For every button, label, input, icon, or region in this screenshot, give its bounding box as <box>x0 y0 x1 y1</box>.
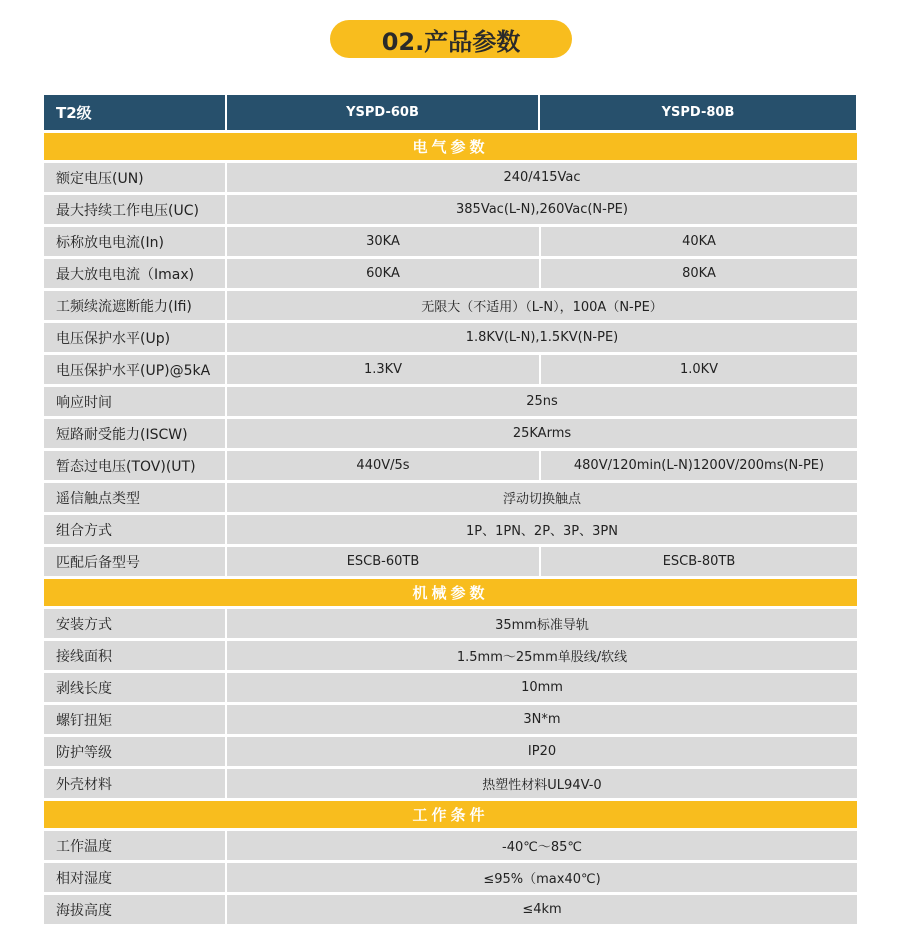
row-label: 剥线长度 <box>44 673 225 702</box>
table-header <box>44 95 857 130</box>
row-value: ≤4km <box>227 895 857 924</box>
spec-table <box>44 95 857 927</box>
table-row <box>44 259 857 288</box>
table-row <box>44 323 857 352</box>
row-value-b: 1.0KV <box>541 355 857 384</box>
section-electrical: 电气参数 <box>44 133 857 160</box>
table-row <box>44 387 857 416</box>
row-label: 接线面积 <box>44 641 225 670</box>
header-label: T2级 <box>44 95 225 130</box>
row-value: 35mm标准导轨 <box>227 609 857 638</box>
row-value-b: ESCB-80TB <box>541 547 857 576</box>
row-value: 1.8KV(L-N),1.5KV(N-PE) <box>227 323 857 352</box>
row-label: 最大放电电流（Imax) <box>44 259 225 288</box>
row-label: 组合方式 <box>44 515 225 544</box>
table-row <box>44 419 857 448</box>
row-value: 1.5mm～25mm单股线/软线 <box>227 641 857 670</box>
row-value: IP20 <box>227 737 857 766</box>
table-row <box>44 547 857 576</box>
row-value: 无限大（不适用）（L-N），100A（N-PE） <box>227 291 857 320</box>
row-label: 电压保护水平(Up) <box>44 323 225 352</box>
row-label: 外壳材料 <box>44 769 225 798</box>
table-row <box>44 451 857 480</box>
table-row <box>44 483 857 512</box>
section-conditions: 工作条件 <box>44 801 857 828</box>
table-row <box>44 673 857 702</box>
row-value-a: 30KA <box>227 227 539 256</box>
table-row <box>44 737 857 766</box>
row-value: 10mm <box>227 673 857 702</box>
row-value: 385Vac(L-N),260Vac(N-PE) <box>227 195 857 224</box>
row-label: 标称放电电流(In) <box>44 227 225 256</box>
row-value-b: 40KA <box>541 227 857 256</box>
row-value: 240/415Vac <box>227 163 857 192</box>
page-title: 02.产品参数 <box>330 20 572 58</box>
header-model-a: YSPD-60B <box>227 95 540 130</box>
row-value: 25ns <box>227 387 857 416</box>
row-value-a: ESCB-60TB <box>227 547 539 576</box>
row-label: 响应时间 <box>44 387 225 416</box>
row-label: 电压保护水平(UP)@5kA <box>44 355 225 384</box>
table-row <box>44 227 857 256</box>
row-label: 短路耐受能力(ISCW) <box>44 419 225 448</box>
row-value: 热塑性材料UL94V-0 <box>227 769 857 798</box>
table-row <box>44 195 857 224</box>
section-mechanical: 机械参数 <box>44 579 857 606</box>
row-value-a: 440V/5s <box>227 451 539 480</box>
row-value-a: 60KA <box>227 259 539 288</box>
row-label: 防护等级 <box>44 737 225 766</box>
row-value: 25KArms <box>227 419 857 448</box>
table-row <box>44 163 857 192</box>
table-row <box>44 291 857 320</box>
table-row <box>44 895 857 924</box>
row-label: 安装方式 <box>44 609 225 638</box>
row-label: 相对湿度 <box>44 863 225 892</box>
row-label: 遥信触点类型 <box>44 483 225 512</box>
row-value-a: 1.3KV <box>227 355 539 384</box>
row-label: 海拔高度 <box>44 895 225 924</box>
row-value: -40℃～85℃ <box>227 831 857 860</box>
table-row <box>44 609 857 638</box>
row-value: 1P、1PN、2P、3P、3PN <box>227 515 857 544</box>
row-label: 匹配后备型号 <box>44 547 225 576</box>
row-value-b: 80KA <box>541 259 857 288</box>
table-row <box>44 355 857 384</box>
table-row <box>44 515 857 544</box>
row-label: 工作温度 <box>44 831 225 860</box>
table-row <box>44 641 857 670</box>
row-value: 浮动切换触点 <box>227 483 857 512</box>
row-value: ≤95%（max40℃) <box>227 863 857 892</box>
table-row <box>44 705 857 734</box>
row-value: 3N*m <box>227 705 857 734</box>
row-label: 最大持续工作电压(UC) <box>44 195 225 224</box>
row-label: 额定电压(UN) <box>44 163 225 192</box>
table-row <box>44 769 857 798</box>
row-label: 暂态过电压(TOV)(UT) <box>44 451 225 480</box>
header-model-b: YSPD-80B <box>540 95 856 130</box>
row-label: 工频续流遮断能力(Ifi) <box>44 291 225 320</box>
table-row <box>44 863 857 892</box>
table-row <box>44 831 857 860</box>
row-value-b: 480V/120min(L-N)1200V/200ms(N-PE) <box>541 451 857 480</box>
row-label: 螺钉扭矩 <box>44 705 225 734</box>
